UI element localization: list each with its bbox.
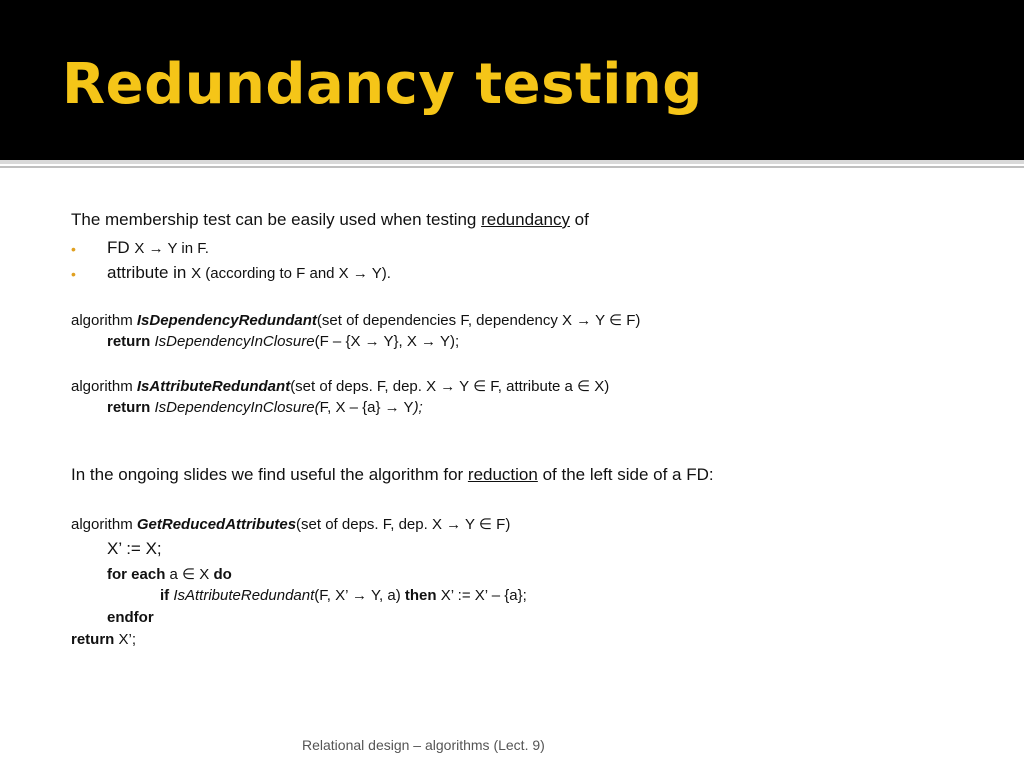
algo3-if-line	[160, 587, 527, 604]
algo1-header	[71, 311, 640, 329]
bullet-icon: •	[71, 241, 76, 257]
algo3-header	[71, 515, 510, 533]
bullet-item-fd	[71, 238, 209, 258]
algo2-params: (set of deps. F, dep. X → Y ∈ F, attribute a ∈ X)	[290, 378, 610, 395]
algo2-name: IsAttributeRedundant	[136, 378, 291, 395]
algo1-name: IsDependencyRedundant	[136, 312, 317, 329]
algo3-return-value: X’;	[114, 631, 137, 648]
algo1-return-args: (F – {X → Y}, X → Y);	[314, 333, 460, 350]
bullet-lead: FD	[107, 238, 135, 257]
redundancy-term: redundancy	[481, 210, 570, 229]
algo1-params: (set of dependencies F, dependency X → Y ∈ F)	[316, 312, 641, 329]
algo3-params: (set of deps. F, dep. X → Y ∈ F)	[296, 516, 511, 533]
algo3-return	[71, 631, 136, 648]
algo2-header	[71, 377, 609, 395]
algo2-return	[107, 399, 423, 416]
slide-title: Redundancy testing	[62, 52, 703, 117]
then-body: X’ := X’ – {a};	[436, 587, 527, 604]
return-keyword: return	[71, 631, 115, 648]
algo3-for-line	[107, 565, 232, 583]
algorithm-keyword: algorithm	[71, 312, 137, 329]
algo3-assign: X’ := X;	[107, 539, 162, 558]
return-keyword: return	[107, 399, 155, 416]
algo1-return-fn: IsDependencyInClosure	[154, 333, 315, 350]
algo2-return-fn: IsDependencyInClosure(	[154, 399, 320, 416]
reduction-text-end: of the left side of a FD:	[537, 465, 714, 484]
return-keyword: return	[107, 333, 155, 350]
reduction-term: reduction	[467, 465, 538, 484]
slide-footer: Relational design – algorithms (Lect. 9)	[302, 737, 545, 753]
algo3-name: GetReducedAttributes	[136, 516, 297, 533]
algorithm-keyword: algorithm	[71, 516, 137, 533]
bullet-lead: attribute in	[107, 263, 192, 282]
divider-line-thin	[0, 166, 1024, 168]
endfor-keyword: endfor	[107, 609, 154, 626]
algorithm-keyword: algorithm	[71, 378, 137, 395]
for-each-expr: a ∈ X	[165, 566, 214, 583]
if-keyword: if	[160, 587, 174, 604]
then-keyword: then	[404, 587, 437, 604]
do-keyword: do	[213, 566, 232, 583]
algo2-return-args: F, X – {a} → Y	[319, 399, 414, 416]
intro-line	[71, 210, 589, 230]
reduction-text: In the ongoing slides we find useful the algorithm for	[71, 465, 468, 484]
reduction-line	[71, 465, 714, 485]
intro-text: The membership test can be easily used when testing	[71, 210, 482, 229]
bullet-rest: X → Y in F.	[134, 240, 209, 257]
if-fn: IsAttributeRedundant	[173, 587, 315, 604]
algo2-return-end: );	[413, 399, 423, 416]
bullet-item-attribute	[71, 263, 391, 283]
intro-text-end: of	[569, 210, 589, 229]
bullet-icon: •	[71, 266, 76, 282]
divider-line	[0, 160, 1024, 164]
bullet-rest: X (according to F and X → Y).	[191, 265, 391, 282]
algo1-return	[107, 333, 459, 350]
title-bar	[0, 0, 1024, 160]
if-args: (F, X’ → Y, a)	[314, 587, 405, 604]
for-each-keyword: for each	[107, 566, 166, 583]
